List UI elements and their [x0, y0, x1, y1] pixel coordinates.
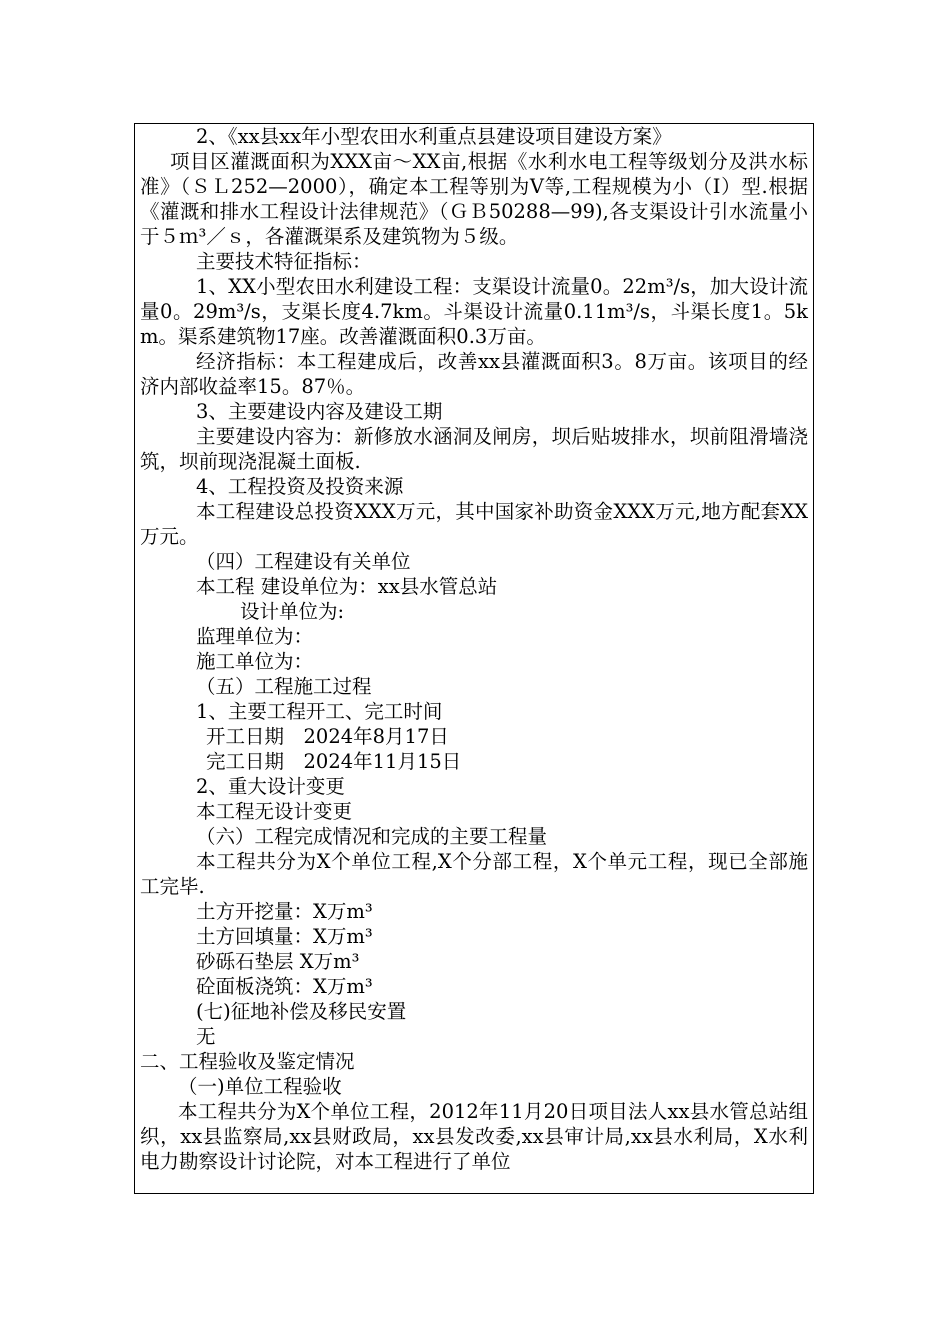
paragraph: 设计单位为:: [240, 600, 345, 623]
paragraph: 本工程共分为X个单位工程,X个分部工程，X个单元工程，现已全部施工完毕.: [140, 850, 808, 898]
paragraph: 2、《xx县xx年小型农田水利重点县建设项目建设方案》: [196, 125, 672, 148]
paragraph: 本工程 建设单位为：xx县水管总站: [196, 575, 498, 598]
document-frame: [134, 123, 814, 1194]
paragraph: 本工程共分为X个单位工程，2012年11月20日项目法人xx县水管总站组织，xx县监察局,xx县财政局，xx县发改委,xx县审计局,xx县水利局，X水利电力勘察设计讨论院，对本工程进行了单位: [140, 1100, 808, 1173]
paragraph: 土方回填量：X万m³: [196, 925, 373, 948]
paragraph: （六）工程完成情况和完成的主要工程量: [196, 825, 548, 848]
paragraph: （五）工程施工过程: [196, 675, 372, 698]
document-body: [140, 124, 808, 1174]
paragraph: 3、主要建设内容及建设工期: [196, 400, 443, 423]
paragraph: (七)征地补偿及移民安置: [196, 1000, 407, 1023]
paragraph: 无: [196, 1025, 216, 1048]
paragraph: 主要建设内容为：新修放水涵洞及闸房，坝后贴坡排水，坝前阻滑墙浇筑，坝前现浇混凝土面板.: [140, 425, 808, 473]
paragraph: 项目区灌溉面积为XXX亩～XX亩,根据《水利水电工程等级划分及洪水标准》（ＳＬ252—2000），确定本工程等别为Ⅴ等,工程规模为小（Ⅰ）型.根据《灌溉和排水工程设计法律规范》（ＧＢ50288—99),各支渠设计引水流量小于５ｍ³／ｓ，各灌溉渠系及建筑物为５级。: [140, 150, 808, 248]
paragraph: 1、XX小型农田水利建设工程：支渠设计流量0。22m³/s，加大设计流量0。29m³/s，支渠长度4.7km。斗渠设计流量0.11m³/s，斗渠长度1。5km。渠系建筑物17座。改善灌溉面积0.3万亩。: [140, 275, 808, 348]
paragraph: 开工日期 2024年8月17日: [206, 725, 449, 748]
paragraph: 1、主要工程开工、完工时间: [196, 700, 443, 723]
paragraph: 完工日期 2024年11月15日: [206, 750, 462, 773]
paragraph: 经济指标：本工程建成后，改善xx县灌溉面积3。8万亩。该项目的经济内部收益率15。87％。: [140, 350, 808, 398]
paragraph: 砼面板浇筑：X万m³: [196, 975, 373, 998]
paragraph: 土方开挖量：X万m³: [196, 900, 373, 923]
paragraph: 砂砾石垫层 X万m³: [196, 950, 360, 973]
paragraph: 二、工程验收及鉴定情况: [140, 1050, 355, 1073]
paragraph: 本工程建设总投资XXX万元，其中国家补助资金XXX万元,地方配套XX万元。: [140, 500, 808, 548]
paragraph: 主要技术特征指标：: [196, 250, 372, 273]
paragraph: （一)单位工程验收: [178, 1075, 342, 1098]
paragraph: 施工单位为：: [196, 650, 314, 673]
paragraph: 4、工程投资及投资来源: [196, 475, 404, 498]
paragraph: 本工程无设计变更: [196, 800, 353, 823]
paragraph: 2、重大设计变更: [196, 775, 345, 798]
paragraph: 监理单位为：: [196, 625, 314, 648]
paragraph: （四）工程建设有关单位: [196, 550, 411, 573]
